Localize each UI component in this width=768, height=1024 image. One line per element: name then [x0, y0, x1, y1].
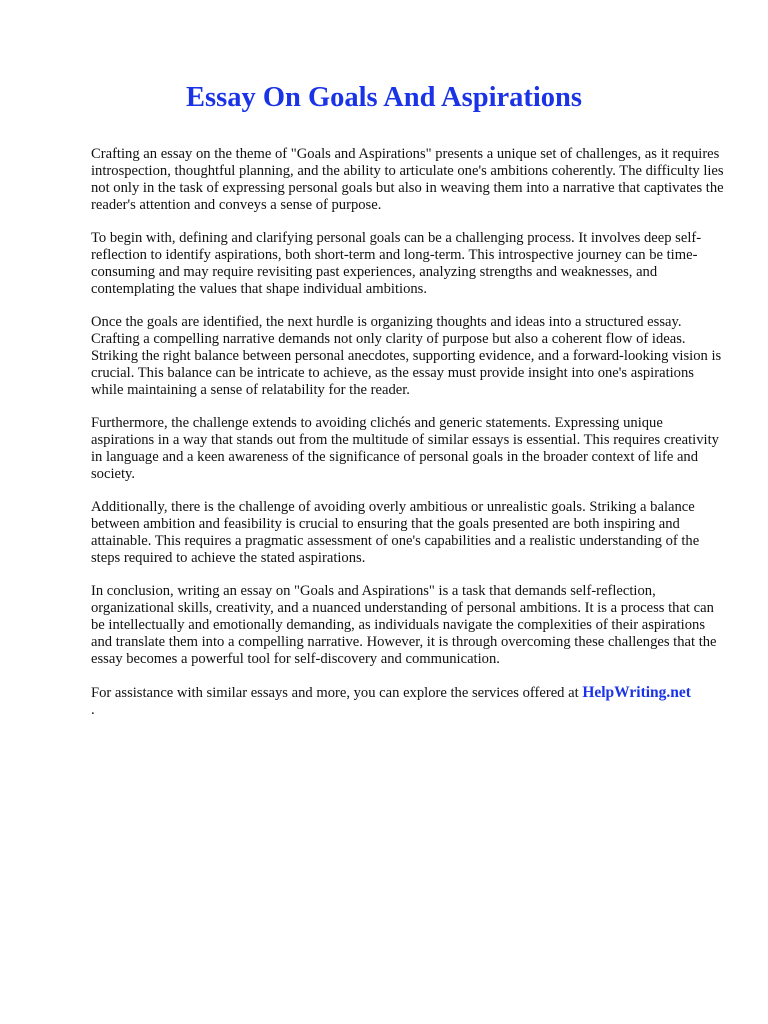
paragraph-cliches: Furthermore, the challenge extends to avoiding clichés and generic statements. Expressing unique aspirations in a way that stands out from the multitude of similar essays is essential. This requires creativity in language and a keen awareness of the significance of personal goals in the broader context of life and society. — [91, 415, 719, 482]
essay-body — [91, 146, 727, 719]
paragraph-intro: Crafting an essay on the theme of "Goals and Aspirations" presents a unique set of challenges, as it requires introspection, thoughtful planning, and the ability to articulate one's ambitions coherently. The difficulty lies not only in the task of expressing personal goals but also in weaving them into a narrative that captivates the reader's attention and conveys a sense of purpose. — [91, 146, 724, 213]
paragraph-defining-goals: To begin with, defining and clarifying personal goals can be a challenging process. It involves deep self-reflection to identify aspirations, both short-term and long-term. This introspective journey can be time-consuming and may require revisiting past experiences, analyzing strengths and weaknesses, and contemplating the values that shape individual ambitions. — [91, 230, 702, 297]
closing-period: . — [91, 702, 95, 718]
closing-text: For assistance with similar essays and more, you can explore the services offered at — [91, 685, 583, 701]
page-title: Essay On Goals And Aspirations — [186, 82, 582, 113]
paragraph-conclusion: In conclusion, writing an essay on "Goals and Aspirations" is a task that demands self-reflection, organizational skills, creativity, and a nuanced understanding of personal ambitions. It is a process that can be intellectually and emotionally demanding, as individuals navigate the complexities of their aspirations and translate them into a compelling narrative. However, it is through overcoming these challenges that the essay becomes a powerful tool for self-discovery and communication. — [91, 583, 717, 667]
helpwriting-link[interactable]: HelpWriting.net — [582, 684, 691, 701]
closing-paragraph — [91, 684, 727, 719]
paragraph-organizing: Once the goals are identified, the next hurdle is organizing thoughts and ideas into a structured essay. Crafting a compelling narrative demands not only clarity of purpose but also a coherent flow of ideas. Striking the right balance between personal anecdotes, supporting evidence, and a forward-looking vision is crucial. This balance can be intricate to achieve, as the essay must provide insight into one's aspirations while maintaining a sense of relatability for the reader. — [91, 314, 722, 398]
paragraph-ambition: Additionally, there is the challenge of avoiding overly ambitious or unrealistic goals. Striking a balance between ambition and feasibility is crucial to ensuring that the goals presented are both inspiring and attainable. This requires a pragmatic assessment of one's capabilities and a realistic understanding of the steps required to achieve the stated aspirations. — [91, 499, 700, 566]
